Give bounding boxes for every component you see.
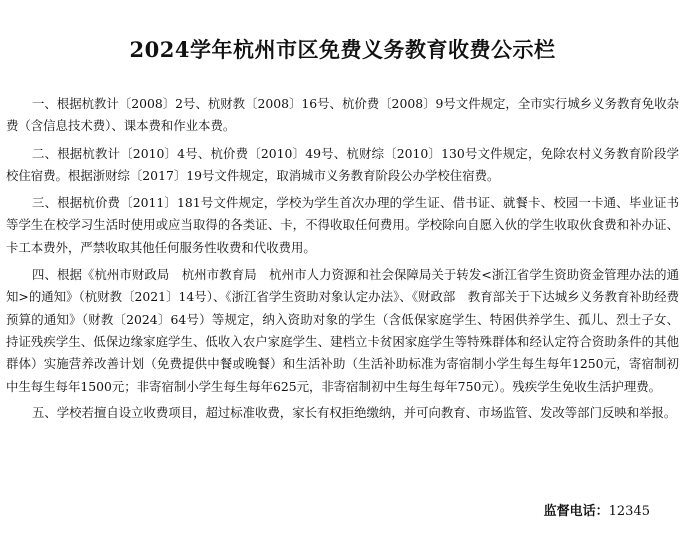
page-title: 2024学年杭州市区免费义务教育收费公示栏 [129,37,556,62]
hotline-label: 监督电话： [543,504,609,519]
notice-paragraph-5: 五、学校若擅自设立收费项目，超过标准收费，家长有权拒绝缴纳，并可向教育、市场监管、发改等部门反映和举报。 [32,404,677,420]
supervision-hotline [544,503,650,521]
notice-paragraph-1: 一、根据杭教计〔2008〕2号、杭财教〔2008〕16号、杭价费〔2008〕9号文件规定，全市实行城乡义务教育免收杂费（含信息技术费）、课本费和作业本费。 [6,96,679,134]
notice-paragraph-2: 二、根据杭教计〔2010〕4号、杭价费〔2010〕49号、杭财综〔2010〕130号文件规定，免除农村义务教育阶段学校住宿费。根据浙财综〔2017〕19号文件规定，取消城市义务教育阶段公办学校住宿费。 [6,145,679,183]
hotline-number: 12345 [608,504,650,519]
notice-paragraph-4: 四、根据《杭州市财政局 杭州市教育局 杭州市人力资源和社会保障局关于转发<浙江省学生资助资金管理办法的通知>的通知》（杭财教〔2021〕14号）、《浙江省学生资助对象认定办法》、《财政部 教育部关于下达城乡义务教育补助经费预算的通知》（财教〔2024〕64号）等规定，纳入资助对象的学生（含低保家庭学生、特困供养学生、孤儿、烈士子女、持证残疾学生、低保边缘家庭学生、低收入农户家庭学生、建档立卡贫困家庭学生等特殊群体和经认定符合资助条件的其他群体）实施营养改善计划（免费提供中餐或晚餐）和生活补助（生活补助标准为寄宿制小学生每生每年1250元，寄宿制初中生每生每年1500元；非寄宿制小学生每生每年625元，非寄宿制初中生每生每年750元）。残疾学生免收生活护理费。 [6,267,679,394]
notice-paragraph-3: 三、根据杭价费〔2011〕181号文件规定，学校为学生首次办理的学生证、借书证、就餐卡、校园一卡通、毕业证书等学生在校学习生活时使用或应当取得的各类证、卡，不得收取任何费用。学校除向自愿入伙的学生收取伙食费和补办证、卡工本费外，严禁收取其他任何服务性收费和代收费用。 [6,195,679,255]
